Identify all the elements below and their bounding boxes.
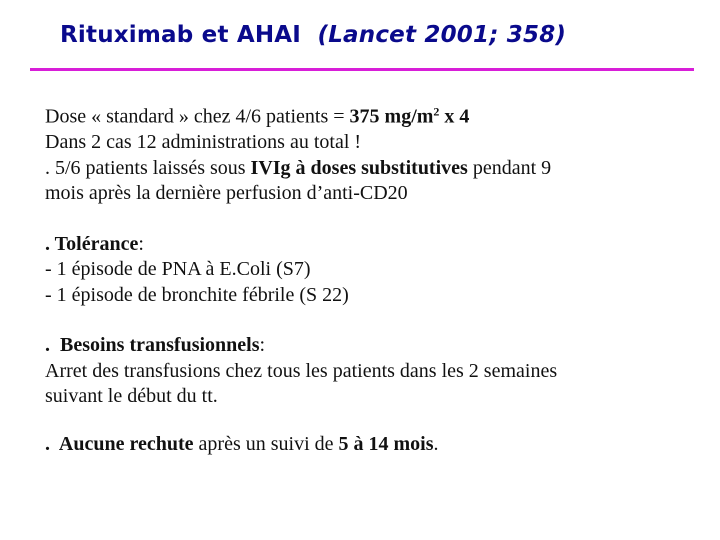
rechute-period: . [433, 432, 439, 455]
tolerance-title: Tolérance [54, 232, 139, 255]
transfusion-title: Besoins transfusionnels [60, 334, 260, 357]
ivig-emphasis: IVIg à doses substitutives [250, 156, 468, 179]
rechute-emphasis: Aucune rechute [58, 432, 194, 455]
ivig-text-start: . 5/6 patients laissés sous [45, 156, 251, 179]
slide-body [45, 99, 685, 457]
spacer [45, 410, 685, 432]
administrations-line: Dans 2 cas 12 administrations au total ! [45, 131, 362, 154]
title-main: Rituximab et AHAI [60, 22, 302, 48]
transfusion-text-1: Arret des transfusions chez tous les patients dans les 2 semaines [45, 359, 558, 382]
dose-multiplier: x 4 [439, 105, 470, 128]
title-underline [30, 68, 694, 71]
transfusion-bullet: . [45, 334, 60, 357]
tolerance-item-1: - 1 épisode de PNA à E.Coli (S7) [45, 258, 311, 281]
ivig-text-end: pendant 9 [467, 156, 552, 179]
title-reference: (Lancet 2001; 358) [317, 22, 567, 48]
transfusion-heading [45, 333, 685, 359]
slide-title [60, 22, 566, 48]
spacer [45, 207, 685, 232]
transfusion-text-2: suivant le début du tt. [45, 385, 218, 408]
dose-line [45, 99, 685, 130]
spacer [45, 308, 685, 333]
transfusion-colon: : [259, 334, 266, 357]
rechute-duration: 5 à 14 mois [338, 432, 434, 455]
ivig-line-2: mois après la dernière perfusion d’anti-CD20 [45, 182, 408, 205]
tolerance-colon: : [138, 232, 144, 255]
dose-text: Dose « standard » chez 4/6 patients = [45, 105, 350, 128]
tolerance-item-2: - 1 épisode de bronchite fébrile (S 22) [45, 283, 349, 306]
tolerance-heading [45, 232, 685, 258]
rechute-line [45, 432, 685, 458]
dose-exponent: 2 [433, 104, 440, 118]
tolerance-bullet: . [45, 232, 55, 255]
rechute-text: après un suivi de [193, 432, 339, 455]
rechute-bullet: . [45, 432, 59, 455]
dose-value: 375 mg/m [349, 105, 434, 128]
ivig-line [45, 156, 685, 182]
